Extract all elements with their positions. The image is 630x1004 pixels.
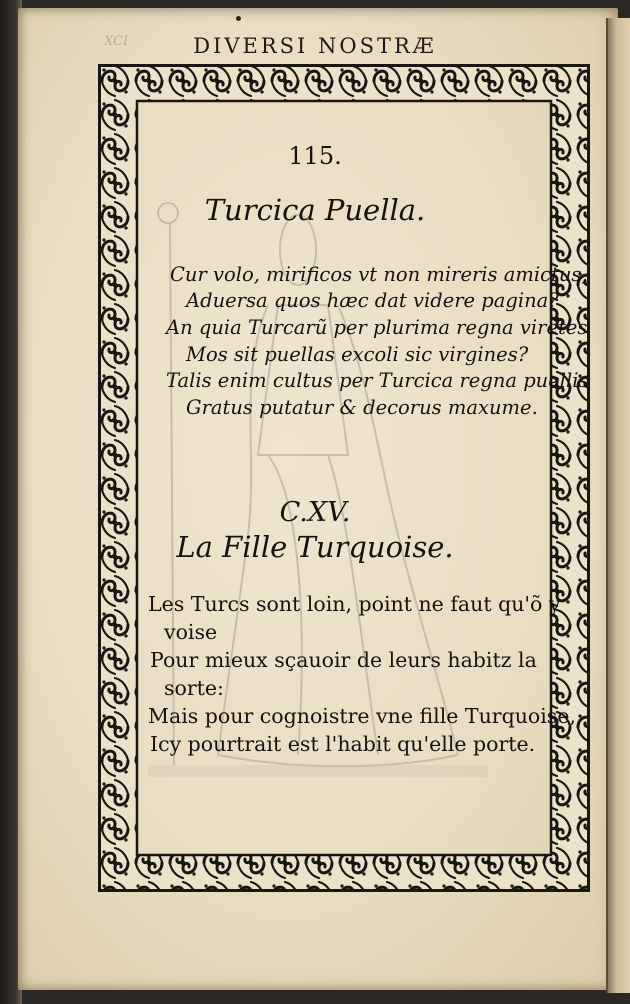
latin-line: Cur volo, mirificos vt non mireris amictus, — [170, 263, 588, 286]
running-head: DIVERSI NOSTRÆ — [193, 34, 437, 58]
french-line: Les Turcs sont loin, point ne faut qu'õ y — [148, 592, 561, 616]
section-number: C.XV. — [279, 497, 351, 528]
french-title: La Fille Turquoise. — [176, 530, 454, 564]
faint-margin-note: XCI — [104, 34, 129, 49]
page-number: 115. — [288, 142, 342, 170]
french-line: Mais pour cognoistre vne fille Turquoise, — [148, 704, 576, 728]
latin-line: Talis enim cultus per Turcica regna puellis — [166, 369, 589, 392]
french-line: Pour mieux sçauoir de leurs habitz la — [150, 648, 537, 672]
latin-line: Mos sit puellas excoli sic virgines? — [186, 343, 529, 366]
french-line: voise — [164, 620, 218, 644]
signature-dot — [236, 16, 241, 21]
latin-title: Turcica Puella. — [204, 193, 426, 227]
latin-line: Gratus putatur & decorus maxume. — [186, 396, 538, 419]
french-line: Icy pourtrait est l'habit qu'elle porte. — [150, 732, 536, 756]
latin-line: An quia Turcarũ per plurima regna virẽtes — [166, 316, 588, 339]
french-line: sorte: — [164, 676, 224, 700]
latin-line: Aduersa quos hæc dat videre pagina? — [186, 289, 559, 312]
